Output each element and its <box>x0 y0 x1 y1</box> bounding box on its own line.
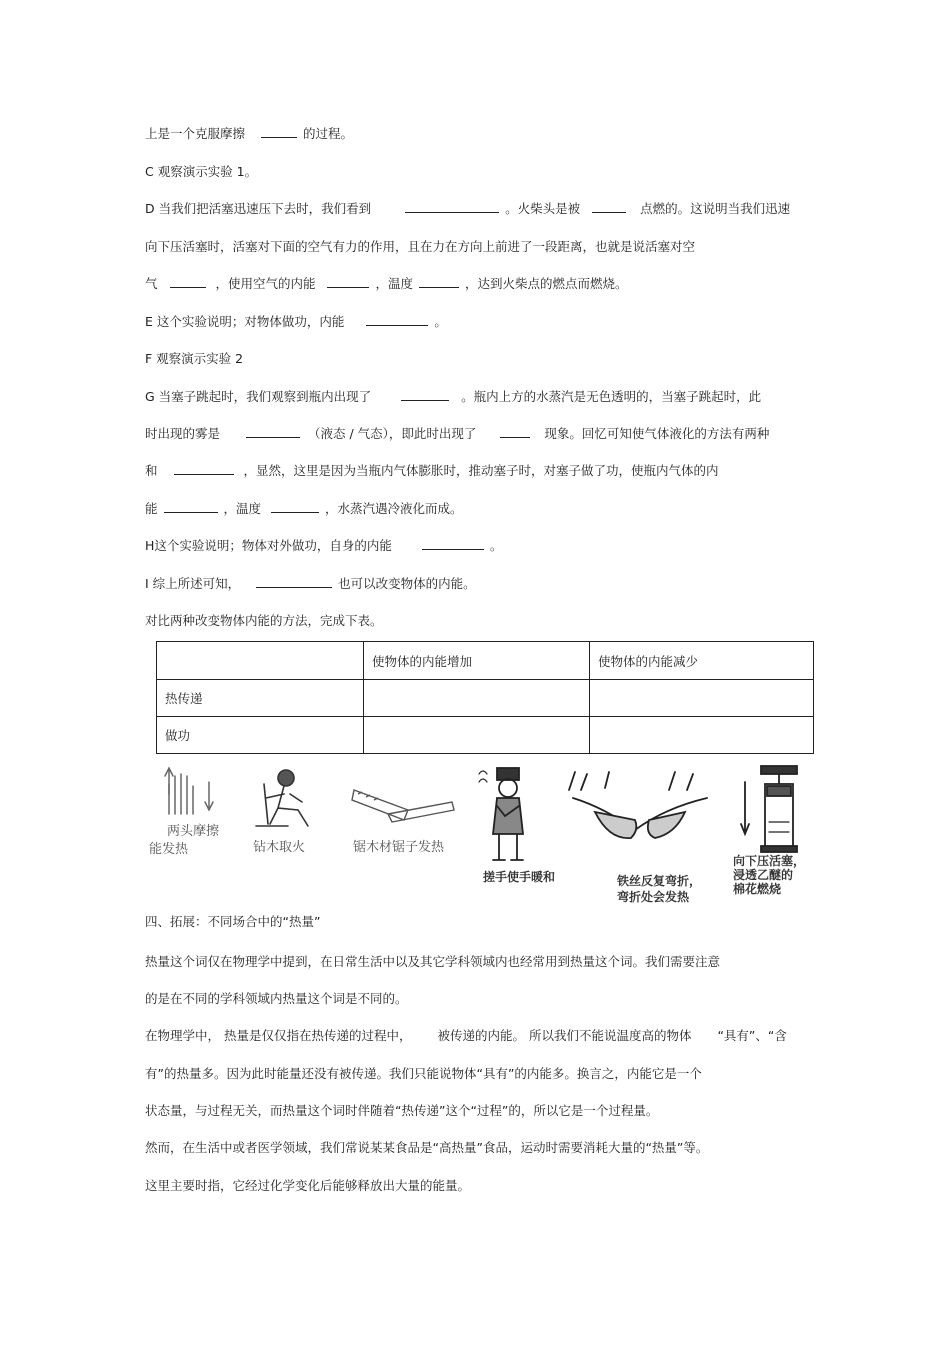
text: ，达到火柴点的燃点而燃烧。 <box>464 276 628 291</box>
section-title: 四、拓展：不同场合中的“热量” <box>145 914 321 929</box>
table-header-cell <box>157 642 364 680</box>
rubbing-hands-illustration <box>155 764 225 816</box>
text-line <box>145 275 627 293</box>
sawing-wood-illustration <box>348 780 458 826</box>
text: 。 <box>434 314 447 329</box>
table-header-row <box>157 642 814 680</box>
answer-blank[interactable] <box>405 200 499 213</box>
bending-wire-illustration <box>565 768 715 858</box>
table-cell[interactable] <box>364 717 590 754</box>
text: 。瓶内上方的水蒸汽是无色透明的，当塞子跳起时，此 <box>461 389 762 404</box>
caption: 棉花燃烧 <box>733 882 782 896</box>
caption: 浸透乙醚的 <box>733 868 794 882</box>
answer-blank[interactable] <box>592 200 626 213</box>
text: 上是一个克服摩擦 <box>145 126 246 141</box>
caption: 搓手使手暖和 <box>483 870 556 884</box>
text-line <box>145 462 719 480</box>
text-line <box>145 537 502 555</box>
text: ，温度 <box>375 276 413 291</box>
answer-blank[interactable] <box>500 425 530 438</box>
text: 时出现的雾是 <box>145 426 221 441</box>
text: 能 <box>145 501 158 516</box>
text-line <box>145 425 769 443</box>
answer-blank[interactable] <box>174 462 234 475</box>
text: 。火柴头是被 <box>505 201 581 216</box>
table-row <box>157 680 814 717</box>
paragraph-line: 的是在不同的学科领域内热量这个词是不同的。 <box>145 991 408 1006</box>
answer-blank[interactable] <box>366 313 428 326</box>
text: （液态 / 气态），即此时出现了 <box>307 426 477 441</box>
caption: 能发热 <box>149 842 189 857</box>
text: “具有”、“含 <box>717 1028 787 1043</box>
paragraph-line <box>145 1027 787 1045</box>
caption: 两头摩擦 <box>167 824 220 839</box>
text: D 当我们把活塞迅速压下去时，我们看到 <box>145 201 372 216</box>
text-line: C 观察演示实验 1。 <box>145 164 258 179</box>
comparison-table <box>156 641 814 754</box>
answer-blank[interactable] <box>271 500 319 513</box>
text: G 当塞子跳起时，我们观察到瓶内出现了 <box>145 389 372 404</box>
paragraph-line: 状态量，与过程无关，而热量这个词时伴随着“热传递”这个“过程”的，所以它是一个过程量。 <box>145 1103 659 1118</box>
text-line <box>145 200 790 218</box>
text-line: F 观察演示实验 2 <box>145 351 244 366</box>
answer-blank[interactable] <box>246 425 300 438</box>
text: 和 <box>145 463 158 478</box>
text: 气 <box>145 276 158 291</box>
caption: 钻木取火 <box>253 840 306 855</box>
text: 被传递的内能。 所以我们不能说温度高的物体 <box>437 1028 692 1043</box>
illustration-strip <box>145 762 835 907</box>
text: H这个实验说明；物体对外做功，自身的内能 <box>145 538 392 553</box>
table-header-cell: 使物体的内能减少 <box>590 642 814 680</box>
rubbing-hands-man-illustration <box>475 764 545 864</box>
text: 点燃的。这说明当我们迅速 <box>640 201 791 216</box>
text: ，显然，这里是因为当瓶内气体膨胀时，推动塞子时，对塞子做了功，使瓶内气体的内 <box>243 463 719 478</box>
text: ，使用空气的内能 <box>215 276 316 291</box>
table-header-cell: 使物体的内能增加 <box>364 642 590 680</box>
answer-blank[interactable] <box>419 275 459 288</box>
text: I 综上所述可知， <box>145 576 241 591</box>
paragraph-line: 这里主要时指，它经过化学变化后能够释放出大量的能量。 <box>145 1178 471 1193</box>
caption: 锯木材锯子发热 <box>353 840 445 855</box>
answer-blank[interactable] <box>261 125 297 138</box>
text: 也可以改变物体的内能。 <box>338 576 476 591</box>
text: ，温度 <box>223 501 261 516</box>
text-line: 向下压活塞时，活塞对下面的空气有力的作用，且在力在方向上前进了一段距离，也就是说活塞对空 <box>145 239 696 254</box>
text-line <box>145 500 462 518</box>
text-line <box>145 125 353 143</box>
text: 。 <box>489 538 503 553</box>
drilling-fire-illustration <box>248 764 328 834</box>
text: 的过程。 <box>302 126 353 141</box>
table-cell[interactable] <box>364 680 590 717</box>
text-line <box>145 313 447 331</box>
answer-blank[interactable] <box>401 388 449 401</box>
answer-blank[interactable] <box>256 575 332 588</box>
table-cell: 热传递 <box>157 680 364 717</box>
text: E 这个实验说明；对物体做功，内能 <box>145 314 345 329</box>
text-line: 对比两种改变物体内能的方法，完成下表。 <box>145 613 383 628</box>
text-line <box>145 388 761 406</box>
text: 现象。回忆可知使气体液化的方法有两种 <box>544 426 770 441</box>
piston-cylinder-illustration <box>735 762 825 854</box>
paragraph-line: 有”的热量多。因为此时能量还没有被传递。我们只能说物体“具有”的内能多。换言之，内能它是一个 <box>145 1066 702 1081</box>
caption: 向下压活塞， <box>733 854 806 868</box>
caption: 铁丝反复弯折， <box>617 874 702 888</box>
caption: 弯折处会发热 <box>617 890 690 904</box>
text: ，水蒸汽遇冷液化而成。 <box>324 501 463 516</box>
answer-blank[interactable] <box>170 275 206 288</box>
answer-blank[interactable] <box>422 537 484 550</box>
answer-blank[interactable] <box>164 500 218 513</box>
table-cell[interactable] <box>590 717 814 754</box>
table-cell[interactable] <box>590 680 814 717</box>
text-line <box>145 575 476 593</box>
paragraph-line: 热量这个词仅在物理学中提到，在日常生活中以及其它学科领域内也经常用到热量这个词。我们需要注意 <box>145 954 721 969</box>
table-cell: 做功 <box>157 717 364 754</box>
table-row <box>157 717 814 754</box>
text: 在物理学中， 热量是仅仅指在热传递的过程中， <box>145 1028 412 1043</box>
paragraph-line: 然而，在生活中或者医学领域，我们常说某某食品是“高热量”食品，运动时需要消耗大量的“热量”等。 <box>145 1140 709 1155</box>
answer-blank[interactable] <box>327 275 369 288</box>
